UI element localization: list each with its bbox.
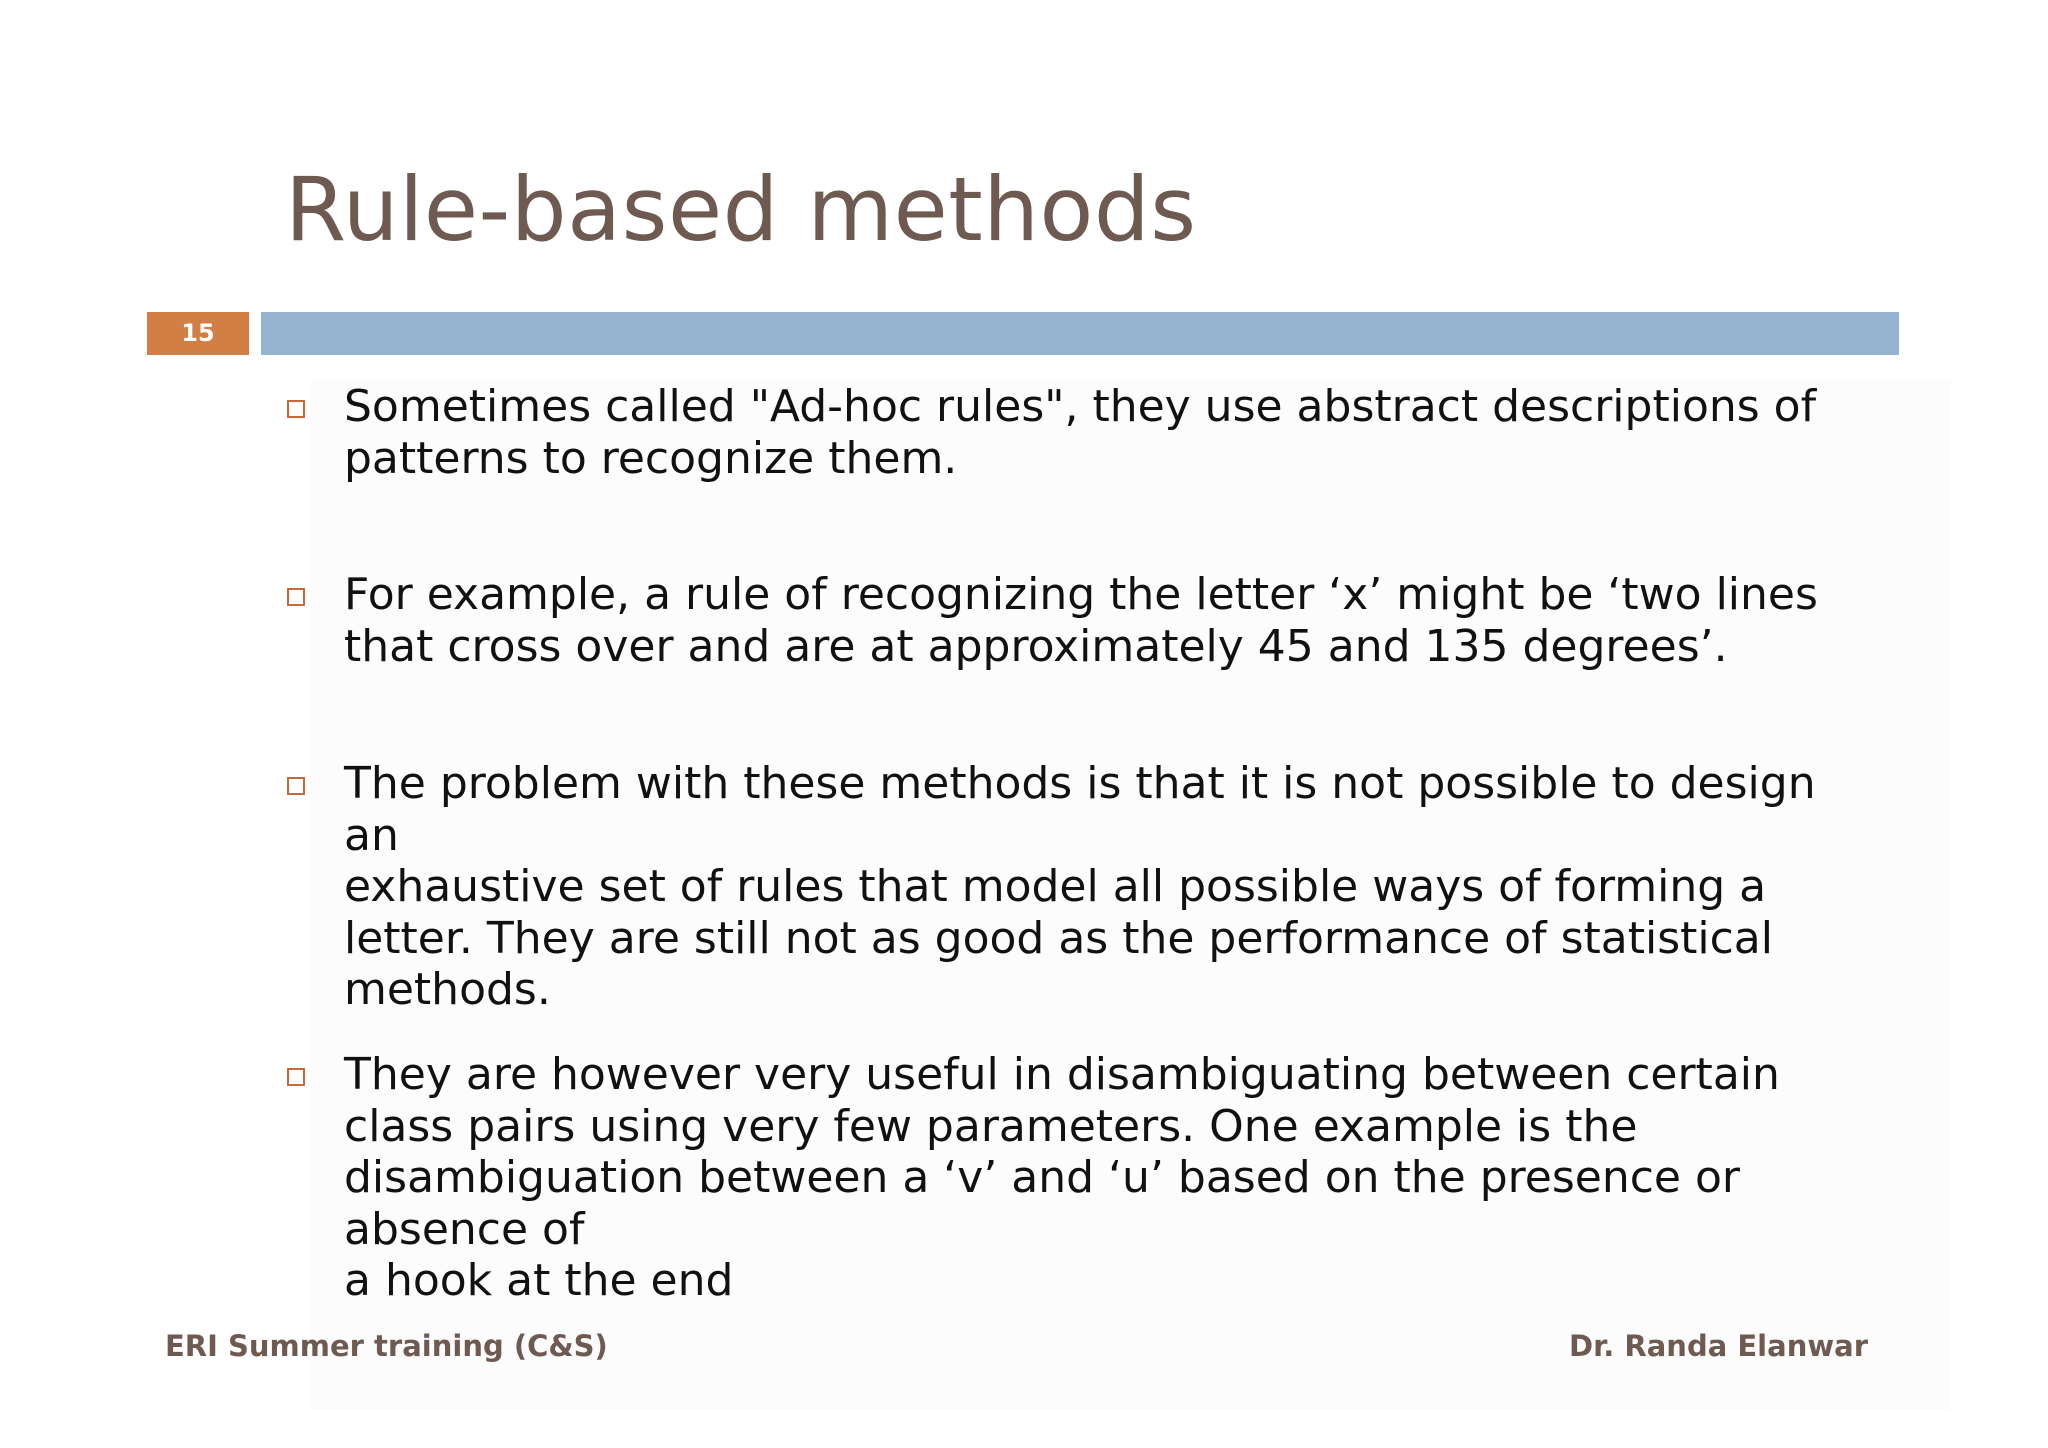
bullet-text: For example, a rule of recognizing the letter ‘x’ might be ‘two lines that cross over and are at approximately 45 and 135 degrees’. <box>344 569 1818 672</box>
slide-number-badge: 15 <box>147 312 249 355</box>
hollow-square-bullet-icon <box>287 1068 305 1086</box>
footer-course-name: ERI Summer training (C&S) <box>165 1329 608 1363</box>
bullet-text: They are however very useful in disambiguating between certain class pairs using very few parameters. One example is the disambiguation between a ‘v’ and ‘u’ based on the presence or absence of a hook at the end <box>344 1049 1780 1306</box>
hollow-square-bullet-icon <box>287 400 305 418</box>
bullet-item <box>287 1049 1827 1311</box>
bullet-item <box>287 381 1827 491</box>
hollow-square-bullet-icon <box>287 588 305 606</box>
title-underline-bar <box>261 312 1899 355</box>
slide-title: Rule-based methods <box>285 158 1197 261</box>
bullet-text: Sometimes called "Ad-hoc rules", they use abstract descriptions of patterns to recognize them. <box>344 381 1817 484</box>
bullet-item <box>287 569 1827 679</box>
footer-author: Dr. Randa Elanwar <box>1569 1329 1868 1363</box>
bullet-text: The problem with these methods is that it is not possible to design an exhaustive set of rules that model all possible ways of forming a letter. They are still not as good as the performance of statistical methods. <box>344 758 1816 1015</box>
hollow-square-bullet-icon <box>287 777 305 795</box>
bullet-item <box>287 758 1827 1015</box>
